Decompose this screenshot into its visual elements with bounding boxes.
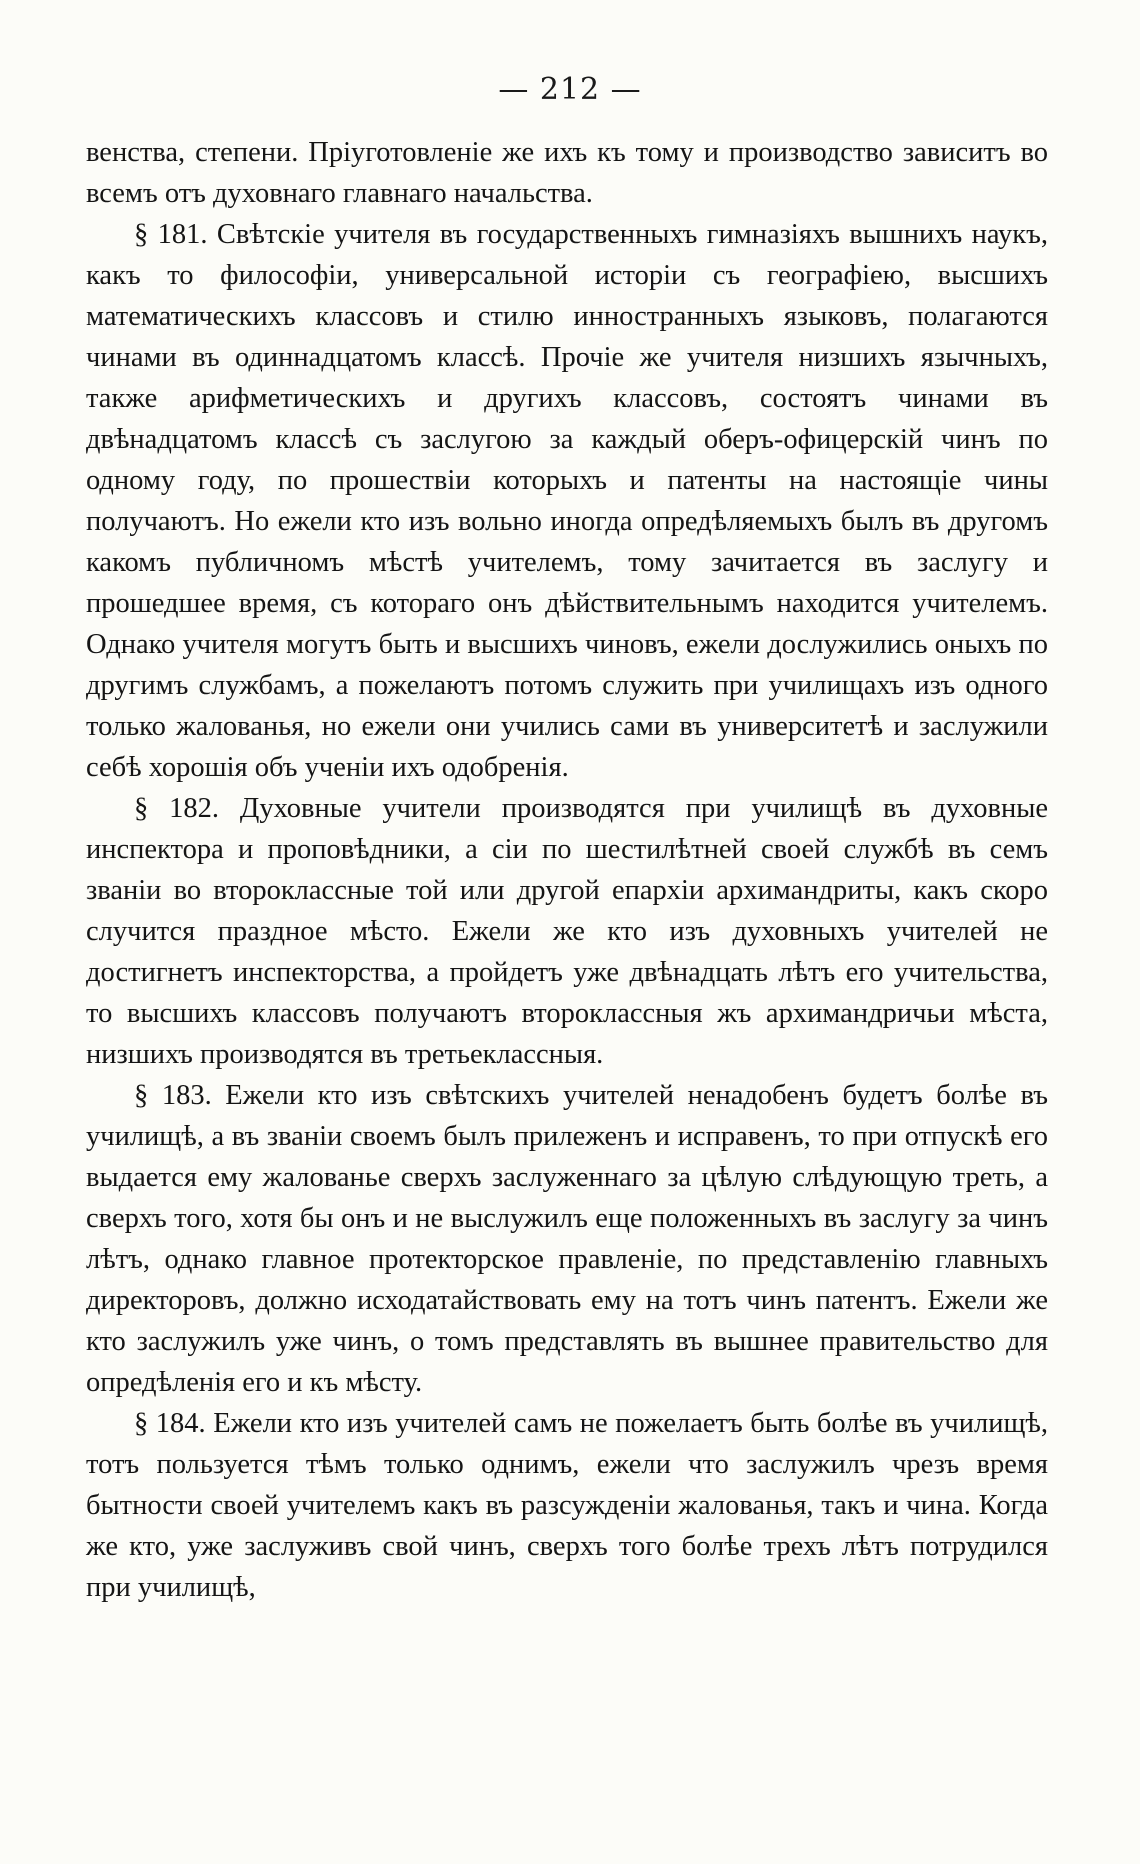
page-number: — 212 — [498,72,642,107]
paragraph-section-184: § 184. Ежели кто изъ учителей самъ не пожелаетъ быть болѣе въ училищѣ, тотъ пользуется тѣмъ только однимъ, ежели что заслужилъ чрезъ время бытности своей учителемъ какъ въ разсужденіи жалованья, такъ и чина. Когда же кто, уже заслуживъ свой чинъ, сверхъ того болѣе трехъ лѣтъ потрудился при училищѣ, [86,1408,1048,1603]
body-text [86,132,1048,1608]
paragraph-continuation: венства, степени. Пріуготовленіе же ихъ къ тому и производство зависитъ во всемъ отъ духовнаго главнаго начальства. [86,137,1048,209]
paragraph-section-181: § 181. Свѣтскіе учителя въ государственныхъ гимназіяхъ вышнихъ наукъ, какъ то философіи, универсальной исторіи съ географіею, высшихъ математическихъ классовъ и стилю инностранныхъ языковъ, полагаются чинами въ одиннадцатомъ классѣ. Прочіе же учителя низшихъ язычныхъ, также арифметическихъ и другихъ классовъ, состоятъ чинами въ двѣнадцатомъ классѣ съ заслугою за каждый оберъ-офицерскій чинъ по одному году, по прошествіи которыхъ и патенты на настоящіе чины получаютъ. Но ежели кто изъ вольно иногда опредѣляемыхъ былъ въ другомъ какомъ публичномъ мѣстѣ учителемъ, тому зачитается въ заслугу и прошедшее время, съ котораго онъ дѣйствительнымъ находится учителемъ. Однако учителя могутъ быть и высшихъ чиновъ, ежели дослужились оныхъ по другимъ службамъ, а пожелаютъ потомъ служить при училищахъ изъ одного только жалованья, но ежели они учились сами въ университетѣ и заслужили себѣ хорошія объ ученіи ихъ одобренія. [86,219,1048,783]
paragraph-section-183: § 183. Ежели кто изъ свѣтскихъ учителей ненадобенъ будетъ болѣе въ училищѣ, а въ званіи своемъ былъ прилеженъ и исправенъ, то при отпускѣ его выдается ему жалованье сверхъ заслуженнаго за цѣлую слѣдующую треть, а сверхъ того, хотя бы онъ и не выслужилъ еще положенныхъ въ заслугу за чинъ лѣтъ, однако главное протекторское правленіе, по представленію главныхъ директоровъ, должно исходатайствовать ему на тотъ чинъ патентъ. Ежели же кто заслужилъ уже чинъ, о томъ представлять въ вышнее правительство для опредѣленія его и къ мѣсту. [86,1080,1048,1398]
paragraph-section-182: § 182. Духовные учители производятся при училищѣ въ духовные инспектора и проповѣдники, а сіи по шестилѣтней своей службѣ въ семъ званіи во второклассные той или другой епархіи архимандриты, какъ скоро случится праздное мѣсто. Ежели же кто изъ духовныхъ учителей не достигнетъ инспекторства, а пройдетъ уже двѣнадцать лѣтъ его учительства, то высшихъ классовъ получаютъ второклассныя жъ архимандричьи мѣста, низшихъ производятся въ третьеклассныя. [86,793,1048,1070]
